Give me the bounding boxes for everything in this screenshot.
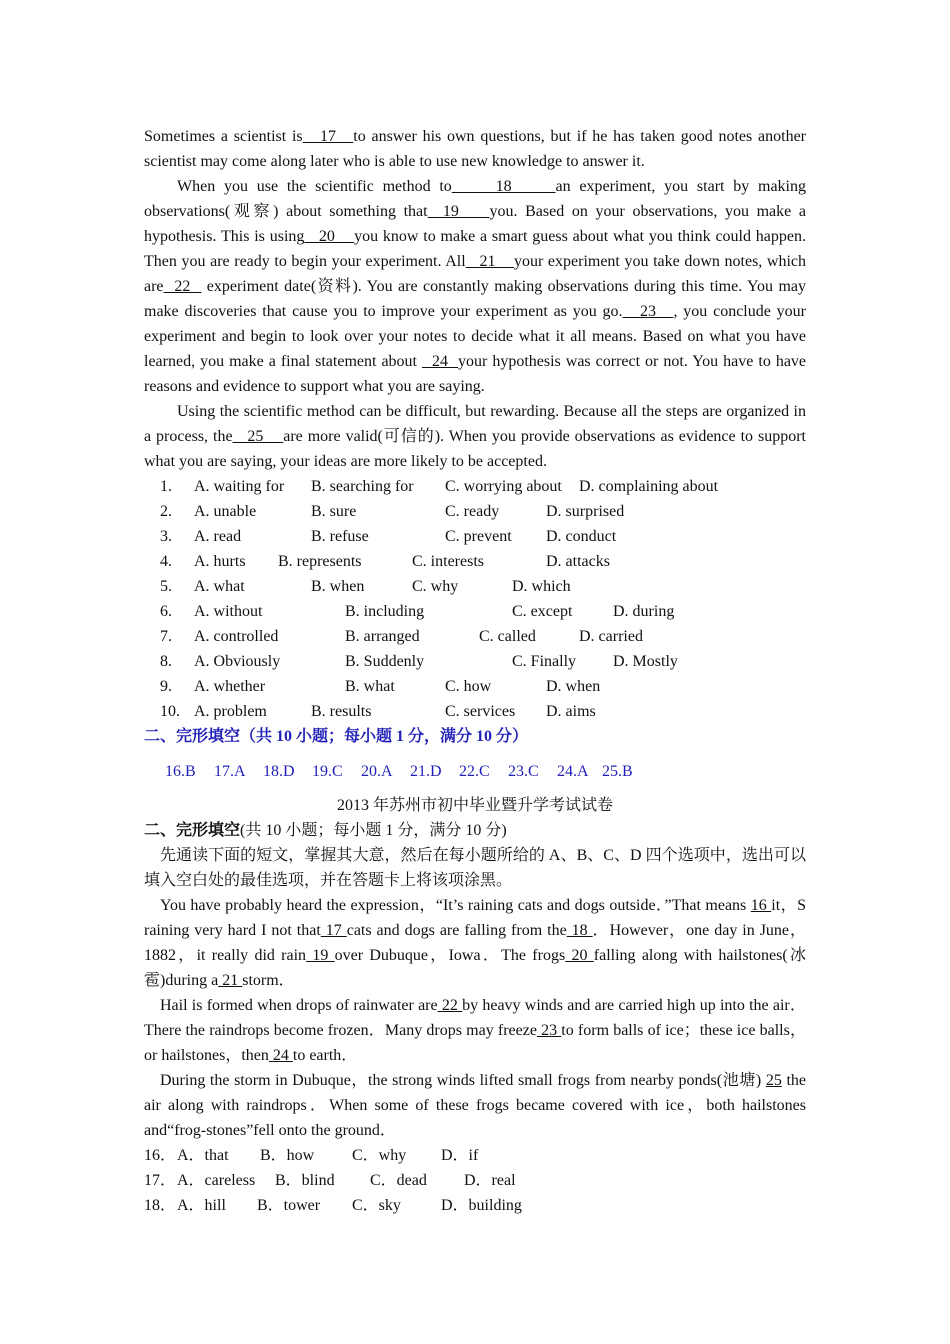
question-number: 4. [160, 553, 172, 570]
option-c: C. except [512, 603, 573, 620]
option-a: A. whether [194, 678, 266, 695]
text: storm． [242, 972, 295, 989]
option-b: B．blind [275, 1172, 335, 1189]
blank-18: 18 [451, 178, 556, 195]
option-c: C. ready [445, 503, 500, 520]
text: You have probably heard the expression，“It’s raining cats and dogs outside．”That means [160, 897, 751, 914]
answer-item: 24.A [557, 763, 589, 780]
answer-item: 19.C [312, 763, 343, 780]
question-number: 10. [160, 703, 180, 720]
text: it，S raining very hard I not that [144, 897, 806, 939]
option-c: C. how [445, 678, 492, 695]
option-row [144, 699, 806, 724]
option-d: D. aims [546, 703, 596, 720]
text: the air along with raindrops．When some of these frogs became covered with ice，both hailstones and“frog-stones”fell onto the ground． [144, 1072, 807, 1139]
text: you know to make a smart guess about what you think could happen. Then you are ready to begin your experiment. All [144, 228, 807, 270]
question-number: 1. [160, 478, 172, 495]
option-row [144, 524, 806, 549]
answer-item: 21.D [410, 763, 442, 780]
passage1-paragraph-2 [144, 174, 806, 399]
blank-17: 17 [320, 922, 347, 939]
blank-24: 24 [422, 353, 458, 370]
blank-18: 18 [566, 922, 593, 939]
text: Sometimes a scientist is [144, 128, 303, 145]
option-d: D. during [613, 603, 675, 620]
option-row [144, 474, 806, 499]
text: , you conclude your experiment and begin to look over your notes to decide what it all means. Based on what you have learned, you make a final statement about [144, 303, 807, 370]
answer-item: 18.D [263, 763, 295, 780]
text: When you use the scientific method to [177, 178, 452, 195]
option-c: C. worrying about [445, 478, 562, 495]
option-row [144, 549, 806, 574]
exam-page [144, 124, 806, 1218]
option-a: A. controlled [194, 628, 279, 645]
option-b: B. refuse [311, 528, 369, 545]
text: experiment date(资料). You are constantly making observations during this time. You may make discoveries that cause you to improve your experiment as you go. [144, 278, 806, 320]
text: cats and dogs are falling from the [346, 922, 567, 939]
text: Hail is formed when drops of rainwater are [160, 997, 438, 1014]
option-b: B. arranged [345, 628, 420, 645]
blank-20: 20 [304, 228, 355, 245]
answer-key [144, 759, 806, 784]
question-number: 5. [160, 578, 172, 595]
answer-item: 20.A [361, 763, 393, 780]
option-d: D．real [464, 1172, 516, 1189]
option-a: A. Obviously [194, 653, 281, 670]
option-d: D. conduct [546, 528, 617, 545]
option-b: B. what [345, 678, 395, 695]
option-c: C. why [412, 578, 459, 595]
question-number: 9. [160, 678, 172, 695]
blank-21: 21 [465, 253, 514, 270]
blank-21: 21 [218, 972, 243, 989]
option-a: A. read [194, 528, 242, 545]
section2-instructions: 先通读下面的短文，掌握其大意，然后在每小题所给的 A、B、C、D 四个选项中，选出可以填入空白处的最佳选项，并在答题卡上将该项涂黑。 [144, 847, 806, 889]
option-a: A. hurts [194, 553, 246, 570]
option-b: B. when [311, 578, 365, 595]
blank-25: 25 [765, 1072, 782, 1089]
option-d: D. when [546, 678, 601, 695]
blank-23: 23 [622, 303, 674, 320]
option-a: A. what [194, 578, 245, 595]
option-a: A．hill [177, 1197, 226, 1214]
passage2-paragraph-3 [144, 1068, 806, 1143]
option-c: C. Finally [512, 653, 577, 670]
option-d: D．if [441, 1147, 479, 1164]
question-number: 2. [160, 503, 172, 520]
text: are more valid(可信的). When you provide observations as evidence to support what you are saying, your ideas are more likely to be accepted. [144, 428, 806, 470]
option-d: D. attacks [546, 553, 610, 570]
text: you. Based on your observations, you make a hypothesis. This is using [144, 203, 806, 245]
option-c: C．dead [370, 1172, 427, 1189]
option-c: C. services [445, 703, 516, 720]
answer-item: 17.A [214, 763, 246, 780]
section2-heading [144, 818, 806, 843]
text: ．However，one day in June，1882，it really did rain [144, 922, 806, 964]
text: your experiment you take down notes, which are [144, 253, 807, 295]
option-row [144, 599, 806, 624]
passage2-paragraph-2 [144, 993, 806, 1068]
answer-item: 16.B [165, 763, 196, 780]
text: an experiment, you start by making observations(观察) about something that [144, 178, 807, 220]
option-row [144, 674, 806, 699]
text: your hypothesis was correct or not. You have to have reasons and evidence to support what you are saying. [144, 353, 807, 395]
answer-item: 22.C [459, 763, 490, 780]
exam-title: 2013 年苏州市初中毕业暨升学考试试卷 [336, 797, 613, 814]
question-number: 17． [144, 1172, 177, 1189]
text: During the storm in Dubuque，the strong winds lifted small frogs from nearby ponds(池塘) [160, 1072, 766, 1089]
text: Using the scientific method can be difficult, but rewarding. Because all the steps are organized in a process, the [144, 403, 806, 445]
option-row [144, 624, 806, 649]
text: by heavy winds and are carried high up into the air．There the raindrops become frozen．Many drops may freeze [144, 997, 807, 1039]
option-a: A．careless [177, 1172, 256, 1189]
option-b: B. represents [278, 553, 362, 570]
answer-item: 23.C [508, 763, 539, 780]
option-b: B. sure [311, 503, 357, 520]
passage1-paragraph-1 [144, 124, 806, 174]
option-d: D．building [441, 1197, 522, 1214]
blank-20: 20 [565, 947, 594, 964]
passage2-paragraph-1 [144, 893, 806, 993]
option-row [144, 499, 806, 524]
option-c: C. interests [412, 553, 484, 570]
option-b: B．tower [257, 1197, 321, 1214]
question-number: 8. [160, 653, 172, 670]
blank-16: 16 [750, 897, 772, 914]
option-d: D. which [512, 578, 571, 595]
section-heading: 二、完形填空（共 10 小题；每小题 1 分，满分 10 分） [144, 728, 529, 745]
heading-rest: (共 10 小题；每小题 1 分，满分 10 分) [240, 822, 507, 839]
option-d: D. surprised [546, 503, 625, 520]
blank-24: 24 [268, 1047, 293, 1064]
text: to form balls of ice；these ice balls，or hailstones，then [144, 1022, 806, 1064]
text: to answer his own questions, but if he has taken good notes another scientist may come along later who is able to use new knowledge to answer it. [144, 128, 806, 170]
blank-22: 22 [437, 997, 463, 1014]
question-number: 3. [160, 528, 172, 545]
passage1-paragraph-3 [144, 399, 806, 474]
blank-25: 25 [232, 428, 284, 445]
options-list-2 [144, 1143, 806, 1218]
option-b: B. Suddenly [345, 653, 425, 670]
option-b: B. including [345, 603, 425, 620]
answer-item: 25.B [602, 763, 633, 780]
option-c: C. called [479, 628, 536, 645]
question-number: 18． [144, 1197, 177, 1214]
option-b: B. searching for [311, 478, 414, 495]
option-d: D. carried [579, 628, 643, 645]
question-number: 6. [160, 603, 172, 620]
option-row [144, 1168, 806, 1193]
option-c: C．why [352, 1147, 407, 1164]
option-a: A. problem [194, 703, 267, 720]
heading-bold: 二、完形填空 [144, 822, 241, 839]
question-number: 16． [144, 1147, 177, 1164]
option-c: C．sky [352, 1197, 401, 1214]
option-c: C. prevent [445, 528, 512, 545]
option-a: A. unable [194, 503, 257, 520]
blank-17: 17 [302, 128, 354, 145]
options-list-1 [144, 474, 806, 724]
blank-19: 19 [306, 947, 335, 964]
option-b: B．how [260, 1147, 315, 1164]
option-row [144, 1193, 806, 1218]
blank-22: 22 [163, 278, 202, 295]
option-a: A．that [177, 1147, 229, 1164]
option-a: A. waiting for [194, 478, 285, 495]
text: over Dubuque，Iowa．The frogs [334, 947, 566, 964]
question-number: 7. [160, 628, 172, 645]
text: to earth． [292, 1047, 358, 1064]
option-row [144, 1143, 806, 1168]
option-b: B. results [311, 703, 372, 720]
blank-23: 23 [536, 1022, 562, 1039]
option-row [144, 649, 806, 674]
blank-19: 19 [427, 203, 490, 220]
text: falling along with hailstones(冰雹)during a [144, 947, 806, 989]
option-d: D. Mostly [613, 653, 678, 670]
option-row [144, 574, 806, 599]
option-d: D. complaining about [579, 478, 719, 495]
option-a: A. without [194, 603, 263, 620]
